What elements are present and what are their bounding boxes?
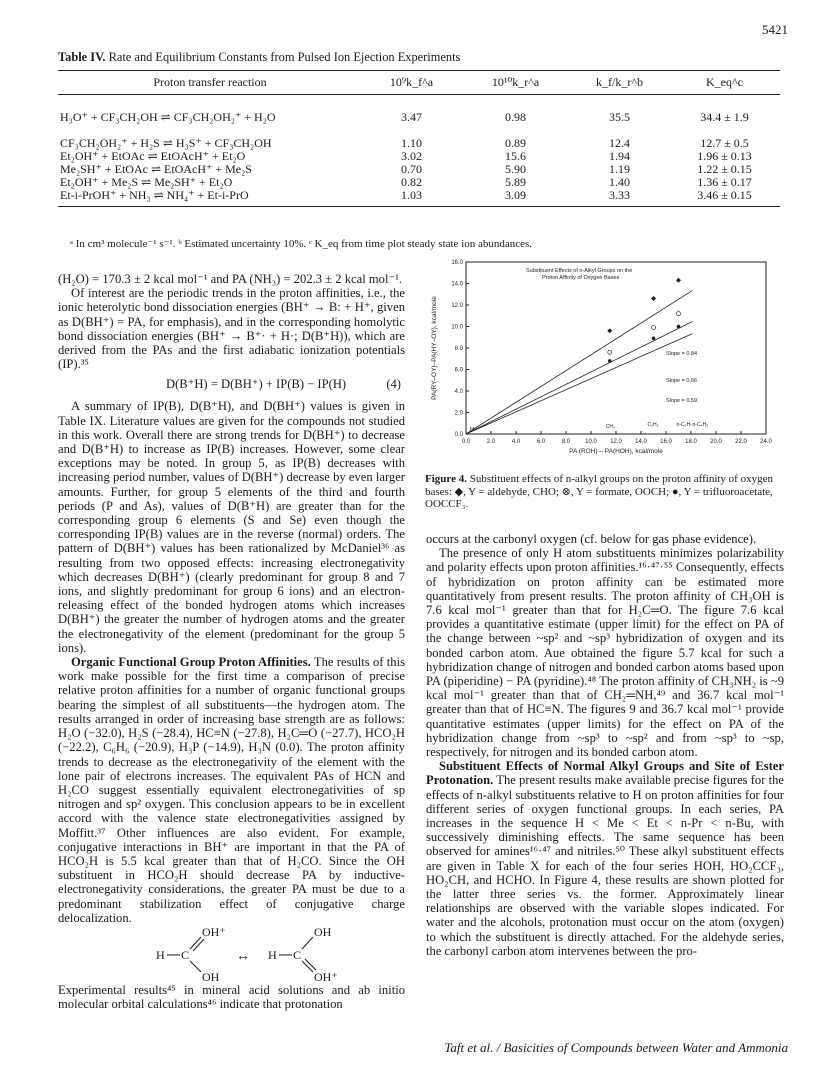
kr-cell: 15.6 — [505, 149, 526, 163]
header-keq: K_eq^c — [669, 71, 780, 95]
bond — [305, 959, 316, 970]
atom-oh: OH — [314, 924, 332, 939]
header-ratio: k_f/k_r^b — [570, 71, 669, 95]
figure-caption — [425, 473, 785, 511]
reaction-cell: Me₂SH⁺ + EtOAc ⇌ EtOAcH⁺ + Me₂S — [60, 162, 252, 176]
x-tick-label: 12.0 — [610, 439, 622, 445]
point-label-nc4h9: n-C₄H₉ — [692, 422, 709, 428]
reaction-cell: CF₃CH₂OH₂⁺ + H₂S ⇌ H₃S⁺ + CF₃CH₂OH — [60, 135, 272, 150]
x-tick-label: 14.0 — [635, 439, 647, 445]
atom-c-left: C — [181, 947, 190, 962]
point-label-h: H — [470, 427, 475, 433]
y-tick-label: 8.0 — [454, 346, 463, 352]
chart-title: Substituent Effects of n-Alkyl Groups on the — [526, 268, 633, 274]
figure-4-chart — [426, 254, 784, 466]
paragraph: (H₂O) = 170.3 ± 2 kcal mol⁻¹ and PA (NH₃) = 202.3 ± 2 kcal mol⁻¹. — [58, 272, 403, 286]
y-tick-label: 12.0 — [451, 303, 463, 309]
series-line — [466, 290, 693, 434]
bond — [302, 937, 313, 949]
ratio-cell: 1.94 — [609, 149, 630, 163]
atom-oh-plus: OH⁺ — [202, 924, 226, 939]
y-tick-label: 2.0 — [454, 410, 463, 417]
rate-constants-table — [58, 70, 780, 207]
section-heading: Substituent Effects of Normal Alkyl Groups and Site of Ester Protonation. — [426, 759, 784, 788]
bond — [193, 939, 204, 951]
atom-oh: OH — [202, 969, 220, 983]
reaction-cell: H₃O⁺ + CF₃CH₂OH ⇌ CF₃CH₂OH₂⁺ + H₂O — [60, 110, 276, 124]
kf-cell: 0.82 — [401, 175, 422, 189]
ratio-cell: 12.4 — [609, 135, 630, 150]
slope-label: Slope = 0.66 — [666, 378, 698, 384]
x-tick-label: 4.0 — [511, 439, 521, 445]
keq-cell: 1.96 ± 0.13 — [697, 149, 752, 163]
data-point — [677, 325, 681, 329]
point-label-ch3: CH₃ — [605, 424, 616, 430]
resonance-scheme — [58, 925, 405, 983]
resonance-arrow: ↔ — [236, 948, 250, 964]
paragraph — [426, 759, 784, 958]
y-tick-label: 10.0 — [451, 324, 463, 331]
kr-cell: 0.98 — [505, 110, 526, 124]
kf-cell: 3.02 — [401, 149, 422, 163]
paragraph-text: The present results make available precise figures for the effects of n-alkyl substituents relative to H on proton affinities for four different series of oxygen functional groups. In each series, PA increases in the sequence H < Me < Et < n-Pr < n-Bu, with successively diminishing effects. The same sequence has been observed for amines¹⁶·⁴⁷ and nitriles.⁵⁰ These alkyl substituent effects are given in Table X for each of the four series HOH, HO₂CCF₃, HO₂CH, and HCHO. In Figure 4, these results are shown plotted for the latter three series vs. the former. Approximately linear relationships are observed with the variable slopes indicated. For water and the alcohols, protonation must occur on the atom (oxygen) to which the substituent is directly attached. For the aldehyde series, the carbonyl carbon atom intervenes between the pro- — [426, 773, 784, 958]
x-tick-label: 16.0 — [660, 439, 672, 445]
equation-body: D(B⁺H) = D(BH⁺) + IP(B) − IP(H) — [166, 377, 347, 392]
ratio-cell: 1.19 — [609, 162, 630, 176]
right-column — [426, 532, 784, 958]
paragraph: The presence of only H atom substituents minimizes polarizability and polarity effects upon proton affinities.¹⁶·⁴⁷·⁵⁵ Consequently, effects of hybridization on proton affinity can be estimated more quantitatively from present results. The proton affinity of CH₃OH is 7.6 kcal mol⁻¹ greater than that for H₂C═O. The figure 7.6 kcal provides a quantitative estimate (upper limit) for the effect on PA of the change between ~sp² and ~sp³ hybridization of oxygen and its bonded carbon atom. Aue obtained the figure 5.7 kcal for such a hybridization change of nitrogen and bonded carbon atoms based upon PA (piperidine) − PA (pyridine).⁴⁸ The proton affinity of CH₃NH₂ is ~9 kcal mol⁻¹ greater than that of CH₂═NH,⁴⁹ and 36.7 kcal mol⁻¹ greater than that of HC≡N. The figures 9 and 36.7 kcal mol⁻¹ provide quantitative estimates (upper limits) for the effect on PA of the hybridization change from ~sp³ to ~sp² and from ~sp³ to ~sp, respectively, for nitrogen and its bonded carbon atom. — [426, 546, 784, 760]
kf-cell: 1.10 — [401, 135, 422, 150]
x-tick-label: 18.0 — [685, 439, 697, 445]
keq-cell: 1.22 ± 0.15 — [697, 162, 752, 176]
x-tick-label: 0.0 — [461, 439, 471, 445]
left-column — [58, 272, 405, 1011]
bond — [302, 961, 313, 972]
chart-subtitle: Proton Affinity of Oxygen Bases — [542, 275, 620, 281]
paragraph: occurs at the carbonyl oxygen (cf. below for gas phase evidence). — [426, 532, 757, 546]
plot-frame — [466, 262, 766, 434]
table-row — [58, 95, 780, 125]
data-point — [608, 350, 612, 354]
table-row — [58, 189, 780, 207]
x-tick-label: 6.0 — [536, 439, 546, 445]
y-tick-label: 16.0 — [451, 260, 463, 266]
resonance-structure — [58, 925, 405, 983]
atom-h-right: H — [268, 947, 277, 962]
kf-cell: 3.47 — [401, 110, 422, 124]
kr-cell: 5.89 — [505, 175, 526, 189]
kr-cell: 0.89 — [505, 135, 526, 150]
data-point — [607, 328, 612, 333]
x-axis-label: PA (ROH) – PA(HOH), kcal/mole — [569, 448, 663, 455]
atom-c-right: C — [293, 947, 302, 962]
data-point — [677, 312, 681, 316]
y-axis-label: PA(RY–OY)–PA(HY–OY), kcal/mole — [431, 296, 438, 400]
paragraph: A summary of IP(B), D(B⁺H), and D(BH⁺) values is given in Table IX. Literature values are given for the compounds not studied in this work. Overall there are strong trends for D(BH⁺) to decrease and D(B⁺H) to increase as IP(B) increases. However, some clear exceptions may be noted. In group 5, as IP(B) decreases with increasing period number, values of D(BH⁺) decrease by even larger amounts. Further, for group 5 elements of the third and fourth periods (P and As), values of D(B⁺H) are greater than for the corresponding group 6 elements (S and Se) even though the corresponding IP(B) values are in the reverse (normal) orders. The pattern of D(BH⁺) values has been rationalized by McDaniel³⁶ as resulting from two opposed effects: increasing electronegativity which decreases D(BH⁺) (clearly predominant for group 8 and 7 ions, and slightly predominant for group 6 ions) and an electron-releasing effect of the bonded hydrogen atoms which increases D(BH⁺) the greater the number of hydrogen atoms and the greater the electronegativity of the element (predominant for the group 5 ions). — [58, 399, 405, 655]
figure-caption-text: Substituent effects of n-alkyl groups on the proton affinity of oxygen bases: ◆, Y = aldehyde, CHO; ⊗, Y = formate, OOCH; ●, Y = trifluoroacetate, OOCCF₃. — [425, 473, 773, 510]
keq-cell: 12.7 ± 0.5 — [700, 135, 749, 150]
ratio-cell: 3.33 — [570, 189, 669, 207]
kf-cell: 0.70 — [401, 162, 422, 176]
y-tick-label: 14.0 — [451, 281, 463, 288]
paragraph — [58, 655, 405, 925]
table-footnote: ᵃ In cm³ molecule⁻¹ s⁻¹. ᵇ Estimated uncertainty 10%. ᶜ K_eq from time plot steady state ion abundances. — [70, 238, 533, 250]
running-head: Taft et al. / Basicities of Compounds between Water and Ammonia — [444, 1040, 788, 1055]
table-label: Table IV. — [58, 50, 106, 64]
bond — [190, 937, 201, 949]
data-point — [676, 278, 681, 283]
kf-cell: 1.03 — [362, 189, 461, 207]
equation-4 — [58, 377, 405, 393]
reaction-cell: Et-i-PrOH⁺ + NH₃ ⇌ NH₄⁺ + Et-i-PrO — [58, 189, 362, 207]
x-tick-label: 10.0 — [585, 439, 597, 445]
slope-label: Slope = 0.84 — [666, 351, 698, 357]
series-line — [466, 322, 693, 434]
data-point — [652, 337, 656, 341]
table-row — [58, 124, 780, 150]
ratio-cell: 1.40 — [609, 175, 630, 189]
ratio-cell: 35.5 — [609, 110, 630, 124]
keq-cell: 3.46 ± 0.15 — [669, 189, 780, 207]
slope-label: Slope = 0.59 — [666, 398, 698, 404]
series-line — [466, 334, 693, 434]
y-tick-label: 4.0 — [454, 389, 463, 395]
point-label-nc3h7: n-C₃H₇ — [676, 422, 692, 428]
bond — [190, 961, 201, 972]
atom-h-left: H — [156, 947, 165, 962]
data-point — [608, 359, 612, 363]
figure-label: Figure 4. — [425, 473, 467, 485]
x-tick-label: 2.0 — [486, 439, 496, 445]
x-tick-label: 22.0 — [735, 439, 747, 445]
header-reaction: Proton transfer reaction — [58, 71, 362, 95]
data-point — [651, 296, 656, 301]
section-heading: Organic Functional Group Proton Affinities. — [71, 655, 311, 670]
header-kr: 10¹⁰k_r^a — [461, 71, 570, 95]
table-header-row — [58, 71, 780, 95]
header-kf: 10⁹k_f^a — [362, 71, 461, 95]
x-tick-label: 24.0 — [760, 439, 772, 445]
point-label-c2h5: C₂H₅ — [647, 422, 659, 428]
y-tick-label: 6.0 — [454, 367, 463, 374]
data-point — [652, 326, 656, 330]
x-tick-label: 8.0 — [561, 439, 571, 445]
keq-cell: 1.36 ± 0.17 — [697, 175, 752, 189]
reaction-cell: Et₂OH⁺ + EtOAc ⇌ EtOAcH⁺ + Et₂O — [60, 149, 246, 163]
table-title: Rate and Equilibrium Constants from Pulsed Ion Ejection Experiments — [108, 50, 461, 64]
x-tick-label: 20.0 — [710, 439, 722, 445]
reaction-cell: Et₂OH⁺ + Me₂S ⇌ Me₂SH⁺ + Et₂O — [60, 175, 233, 189]
kr-cell: 3.09 — [461, 189, 570, 207]
kr-cell: 5.90 — [505, 162, 526, 176]
y-tick-label: 0.0 — [454, 432, 463, 438]
equation-number: (4) — [386, 377, 401, 392]
page-number: 5421 — [762, 22, 788, 37]
keq-cell: 34.4 ± 1.9 — [700, 110, 749, 124]
atom-oh-plus: OH⁺ — [314, 969, 338, 983]
paragraph-text: The results of this work make possible for the first time a comparison of precise relative proton affinities for a number of organic functional groups bearing the simplest of all substituents—the hydrogen atom. The results arranged in order of increasing base strength are as follows: H₂O (−32.0), H₂S (−28.4), HC≡N (−27.8), H₂C═O (−27.7), HCO₂H (−22.2), C₆H₆ (−20.9), H₃P (−14.9), H₃N (0.0). The proton affinity trends to decrease as the electronegativity of the element with the lone pair of electrons increases. The equivalent PAs of HCN and H₂CO suggest essentially equivalent electronegativities of sp nitrogen and sp² oxygen. This conclusion appears to be in excellent accord with the valence state electronegativities assigned by Moffitt.³⁷ Other influences are also evident. For example, conjugative interactions in BH⁺ are important in that the PA of HCO₂H is 5.5 kcal greater than that of H₂CO. Since the OH substituent in HCO₂H should decrease PA by inductive-electronegativity considerations, the greater PA must be due to a predominant stabilization effect of conjugative charge delocalization. — [58, 655, 405, 925]
paragraph: Of interest are the periodic trends in the proton affinities, i.e., the ionic heterolytic bond dissociation energies (BH⁺ → B: + H⁺, given as D(BH⁺) = PA, for emphasis), and in the corresponding homolytic bond dissociation energies (BH⁺ → B⁺· + H·; D(B⁺H)), which are derived from the PAs and the first adiabatic ionization potentials (IP).³⁵ — [58, 286, 405, 372]
table-caption — [58, 50, 460, 65]
paragraph: Experimental results⁴⁵ in mineral acid solutions and ab initio molecular orbital calculations⁴⁶ indicate that protonation — [58, 982, 405, 1012]
